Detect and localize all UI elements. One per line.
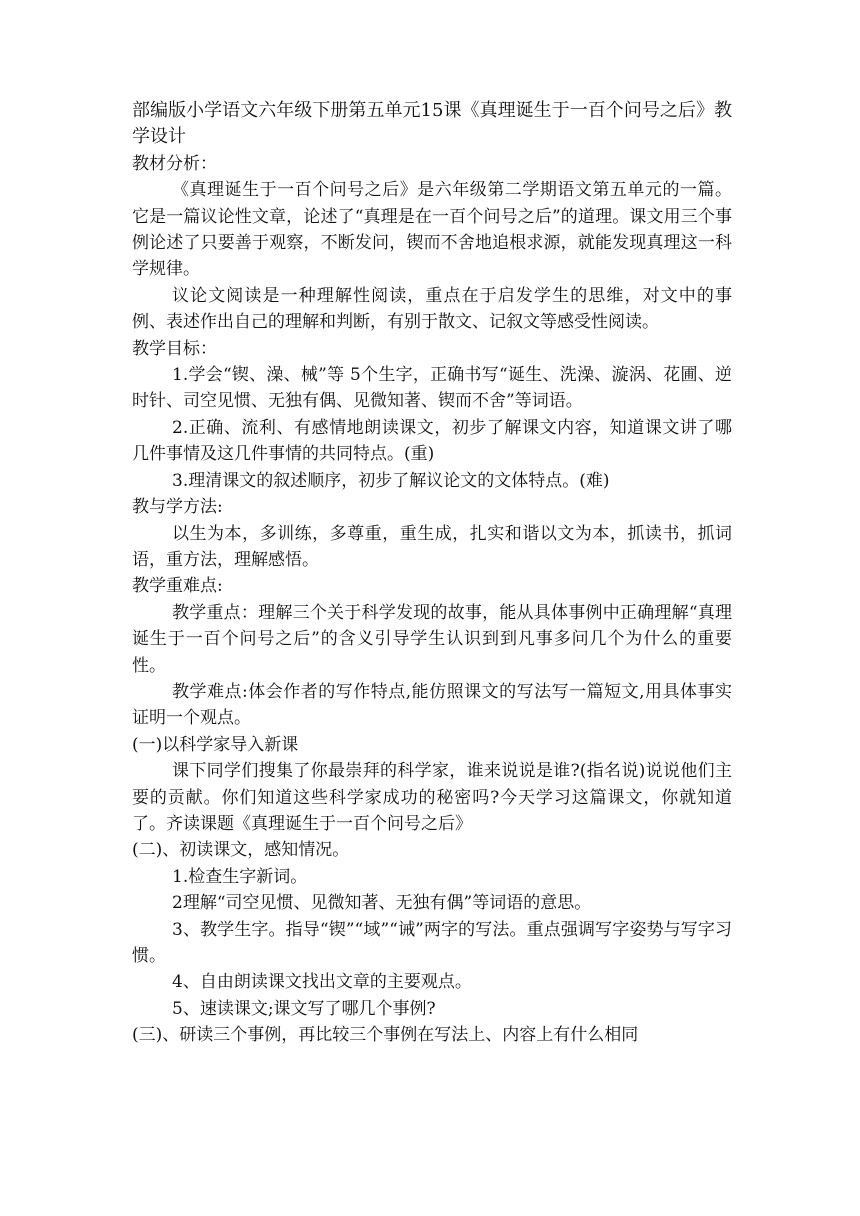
heading-methods: 教与学方法: [132, 497, 223, 518]
goal-item-2: 2.正确、流利、有感情地朗读课文，初步了解课文内容，知道课文讲了哪几件事情及这几件事情的共同特点。(重) [132, 417, 732, 465]
goal-item-3: 3.理清课文的叙述顺序，初步了解议论文的文体特点。(难) [172, 470, 610, 491]
heading-key-points: 教学重难点: [132, 576, 223, 597]
section-2-item-4: 4、自由朗读课文找出文章的主要观点。 [172, 972, 472, 993]
document-page [132, 98, 732, 1049]
paragraph-difficulty: 教学难点:体会作者的写作特点,能仿照课文的写法写一篇短文,用具体事实证明一个观点。 [132, 681, 732, 729]
heading-section-1: (一)以科学家导入新课 [132, 734, 299, 755]
section-2-item-3: 3、教学生字。指导“锲”“域”“诫”两字的写法。重点强调写字姿势与写字习惯。 [132, 919, 732, 966]
document-title: 部编版小学语文六年级下册第五单元15课《真理诞生于一百个问号之后》教学设计 [132, 100, 732, 148]
heading-section-3: (三)、研读三个事例，再比较三个事例在写法上、内容上有什么相同 [132, 1025, 639, 1046]
heading-section-2: (二)、初读课文，感知情况。 [132, 840, 350, 861]
section-2-item-2: 2理解“司空见惯、见微知著、无独有偶”等词语的意思。 [172, 893, 592, 914]
section-2-item-5: 5、速读课文;课文写了哪几个事例? [172, 998, 436, 1019]
paragraph-analysis-2: 议论文阅读是一种理解性阅读，重点在于启发学生的思维，对文中的事例、表述作出自己的理解和判断，有别于散文、记叙文等感受性阅读。 [132, 285, 732, 333]
paragraph-analysis-1: 《真理诞生于一百个问号之后》是六年级第二学期语文第五单元的一篇。它是一篇议论性文章，论述了“真理是在一百个问号之后”的道理。课文用三个事例论述了只要善于观察，不断发问，锲而不舍地追根求源，就能发现真理这一科学规律。 [132, 180, 732, 280]
heading-teaching-goals: 教学目标： [132, 338, 217, 359]
paragraph-methods: 以生为本，多训练，多尊重，重生成，扎实和谐以文为本，抓读书，抓词语，重方法，理解感悟。 [132, 523, 732, 570]
goal-item-1: 1.学会“锲、澡、械”等 5个生字，正确书写“诞生、洗澡、漩涡、花圃、逆时针、司空见惯、无独有偶、见微知著、锲而不舍”等词语。 [132, 365, 732, 412]
paragraph-focus: 教学重点：理解三个关于科学发现的故事，能从具体事例中正确理解“真理诞生于一百个问号之后”的含义引导学生认识到到凡事多问几个为什么的重要性。 [132, 602, 732, 676]
heading-textbook-analysis: 教材分析： [132, 153, 217, 174]
paragraph-section-1: 课下同学们搜集了你最崇拜的科学家，谁来说说是谁?(指名说)说说他们主要的贡献。你们知道这些科学家成功的秘密吗?今天学习这篇课文，你就知道了。齐读课题《真理诞生于一百个问号之后》 [132, 761, 732, 834]
section-2-item-1: 1.检查生字新词。 [172, 866, 308, 887]
